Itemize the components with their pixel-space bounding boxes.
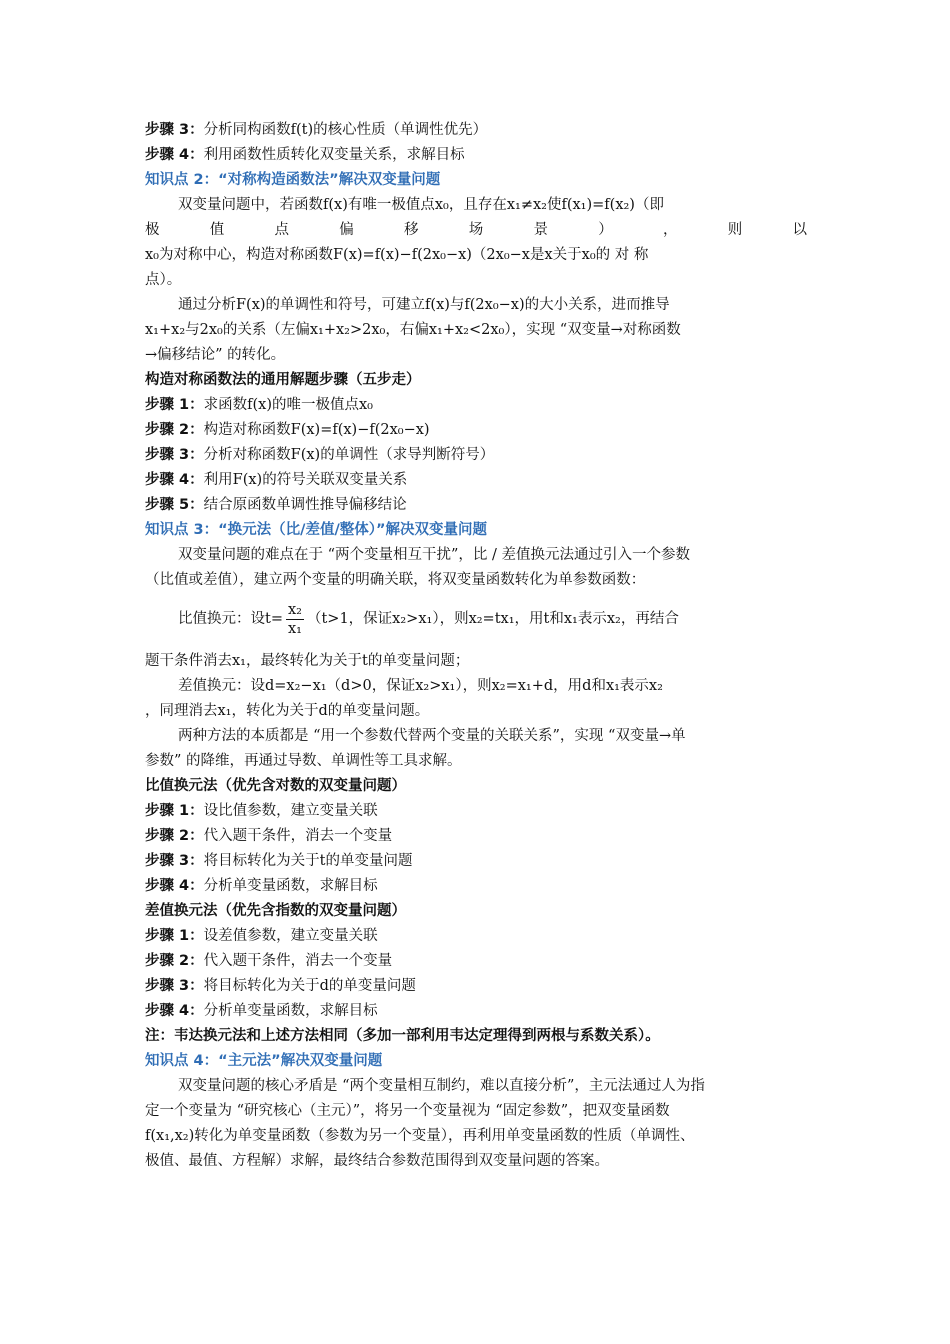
step-line: 步骤 2：构造对称函数F(x)=f(x)−f(2x₀−x): [145, 422, 430, 438]
paragraph-line: （比值或差值），建立两个变量的明确关联，将双变量函数转化为单参数函数：: [145, 572, 646, 588]
document-page: [145, 118, 807, 1174]
difference-substitution-line: 差值换元：设d=x₂−x₁（d>0，保证x₂>x₁），则x₂=x₁+d，用d和x₁表示x₂: [178, 678, 663, 694]
ratio-fraction: $\frac{\text{x₂}}{\text{x₁}}$: [287, 601, 302, 637]
paragraph-line: 题干条件消去x₁，最终转化为关于t的单变量问题；: [145, 653, 470, 669]
paragraph-line: 通过分析F(x)的单调性和符号，可建立f(x)与f(2x₀−x)的大小关系，进而推导: [178, 297, 670, 313]
step-line: 步骤 3：将目标转化为关于d的单变量问题: [145, 978, 416, 994]
step-line: 步骤 2：代入题干条件，消去一个变量: [145, 953, 393, 969]
paragraph-line: 定一个变量为 “研究核心（主元）”，将另一个变量视为 “固定参数”，把双变量函数: [145, 1103, 670, 1119]
step-line: 步骤 4：利用函数性质转化双变量关系，求解目标: [145, 147, 465, 163]
paragraph-line: →偏移结论” 的转化。: [145, 347, 286, 363]
paragraph-line: 极值、最值、方程解）求解，最终结合参数范围得到双变量问题的答案。: [145, 1153, 609, 1169]
paragraph-line: 参数” 的降维，再通过导数、单调性等工具求解。: [145, 753, 462, 769]
section-heading-4: 知识点 4：“主元法”解决双变量问题: [145, 1053, 383, 1069]
paragraph-line: x₀为对称中心，构造对称函数F(x)=f(x)−f(2x₀−x)（2x₀−x是x关于x₀的 对 称: [145, 247, 649, 263]
step-line: 步骤 1：设差值参数，建立变量关联: [145, 928, 378, 944]
paragraph-line: ，同理消去x₁，转化为关于d的单变量问题。: [145, 703, 430, 719]
paragraph-line: 双变量问题的核心矛盾是 “两个变量相互制约，难以直接分析”，主元法通过人为指: [178, 1078, 705, 1094]
paragraph-line: x₁+x₂与2x₀的关系（左偏x₁+x₂>2x₀，右偏x₁+x₂<2x₀），实现 “双变量→对称函数: [145, 322, 681, 338]
step-line: 步骤 3：分析同构函数f(t)的核心性质（单调性优先）: [145, 122, 488, 138]
step-line: 步骤 2：代入题干条件，消去一个变量: [145, 828, 393, 844]
step-line: 步骤 4：分析单变量函数，求解目标: [145, 878, 378, 894]
step-line: 步骤 5：结合原函数单调性推导偏移结论: [145, 497, 407, 513]
paragraph-line-justified: 极 值 点 偏 移 场 景 ） ， 则 以: [145, 222, 807, 238]
ratio-substitution-line: 比值换元：设t= $\frac{\text{x₂}}{\text{x₁}}$ （t>1，保证x₂>x₁），则x₂=tx₁，用t和x₁表示x₂，再结合: [178, 601, 679, 637]
step-line: 步骤 1：设比值参数，建立变量关联: [145, 803, 378, 819]
note-line: 注：韦达换元法和上述方法相同（多加一部利用韦达定理得到两根与系数关系）。: [145, 1028, 660, 1044]
paragraph-line: 点）。: [145, 272, 182, 288]
subsection-title: 比值换元法（优先含对数的双变量问题）: [145, 778, 406, 794]
paragraph-line: 双变量问题的难点在于 “两个变量相互干扰”，比 / 差值换元法通过引入一个参数: [178, 547, 691, 563]
step-line: 步骤 4：利用F(x)的符号关联双变量关系: [145, 472, 408, 488]
subsection-title: 构造对称函数法的通用解题步骤（五步走）: [145, 372, 421, 388]
step-line: 步骤 1：求函数f(x)的唯一极值点x₀: [145, 397, 373, 413]
paragraph-line: 两种方法的本质都是 “用一个参数代替两个变量的关联关系”，实现 “双变量→单: [178, 728, 686, 744]
paragraph-line: f(x₁,x₂)转化为单变量函数（参数为另一个变量），再利用单变量函数的性质（单调性、: [145, 1128, 695, 1144]
subsection-title: 差值换元法（优先含指数的双变量问题）: [145, 903, 406, 919]
section-heading-3: 知识点 3：“换元法（比/差值/整体）”解决双变量问题: [145, 522, 488, 538]
section-heading-2: 知识点 2：“对称构造函数法”解决双变量问题: [145, 172, 441, 188]
step-line: 步骤 3：将目标转化为关于t的单变量问题: [145, 853, 413, 869]
paragraph-line: 双变量问题中，若函数f(x)有唯一极值点x₀，且存在x₁≠x₂使f(x₁)=f(x₂)（即: [178, 197, 664, 213]
step-line: 步骤 3：分析对称函数F(x)的单调性（求导判断符号）: [145, 447, 495, 463]
step-line: 步骤 4：分析单变量函数，求解目标: [145, 1003, 378, 1019]
